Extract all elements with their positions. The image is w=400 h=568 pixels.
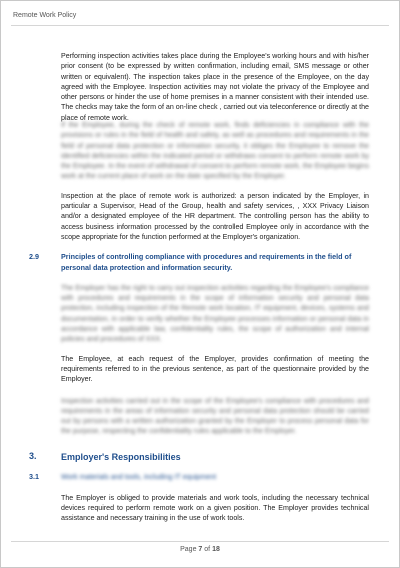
running-header: Remote Work Policy (13, 12, 77, 19)
section-2-9-heading (29, 252, 369, 273)
section-3-1-heading (29, 471, 369, 482)
section-title: Employer's Responsibilities (61, 451, 181, 462)
blurred-paragraph-authorized-persons: Inspection activities carried out in the scope of the Employee's compliance with procedures and requirements in the areas of information security and personal data protection should be carried out by persons with a written authorization granted by the Employer to process personal data for the purpose, respecting the confidentiality rules applicable to the Employer. (61, 396, 369, 436)
page-content (29, 51, 369, 524)
paragraph-inspection-consent: Performing inspection activities takes place during the Employee's working hours and with his/her prior consent (to be expressed by written confirmation, including email, SMS message or other written or equivalent). The inspection takes place in the presence of the Employee, on the day agreed with the Employee. Inspection activities may not violate the privacy of the Employee and other persons or hinder the use of home premises in a manner consistent with their intended use. The checks may take the form of an on-line check , carried out via teleconference or directly at the place of remote work. (61, 52, 369, 122)
blurred-paragraph-controlling-rights: The Employer has the right to carry out inspection activities regarding the Employee's compliance with procedures and requirements in the scope of information security and personal data protection, including inspection of the Remote work location, IT equipment, devices, systems and documentation, in order to verify whether the Employee processes information or personal data in accordance with applicable law, confidentiality rules, the scope of authorization and internal policies and procedures of XXX. (61, 283, 369, 344)
paragraph-inspection-consent-wrapper (61, 51, 369, 122)
section-number: 3. (29, 450, 37, 461)
page-number: 7 (198, 546, 203, 553)
section-title: Principles of controlling compliance with procedures and requirements in the field of personal data protection and information security. (61, 252, 352, 272)
section-number: 2.9 (29, 252, 39, 262)
section-number: 3.1 (29, 471, 39, 481)
footer-divider (11, 541, 389, 542)
of-label: of (204, 546, 211, 553)
paragraph-inspection-authorized: Inspection at the place of remote work is authorized: a person indicated by the Employer, in particular a Supervisor, Head of the Group, health and safety services, , XXX Privacy Liaison and/or a designated employee of the HR department. The controlling person has the ability to access business information processed by the controlled Employee only in accordance with the scope appropriate for the function performed at the Employer's organization. (61, 191, 369, 241)
page-label: Page (180, 546, 197, 553)
section-title: Work materials and tools, including IT equipment (61, 471, 217, 481)
paragraph-employee-confirmation: The Employee, at each request of the Employer, provides confirmation of meeting the requirements referred to in the previous sentence, as part of the questionnaire provided by the Employer. (61, 354, 369, 384)
paragraph-employer-tools: The Employer is obliged to provide materials and work tools, including the necessary technical devices required to perform remote work on a given position. The Employer provides technical assistance and necessary training in the use of work tools. (61, 493, 369, 523)
page-footer (1, 546, 399, 553)
header-divider (11, 25, 389, 26)
blurred-paragraph-deficiencies: If the Employee, during the check of remote work, finds deficiencies in compliance with the provisions or rules in the field of health and safety, as well as procedures and requirements in the field of personal data protection or information security, it obliges the Employee to remove the identified deficiencies within the indicated period or withdraws consent to perform remote work by the Employee. In the event of withdrawal of consent to perform remote work, the Employee begins work at the current place of work on the date specified by the Employer. (61, 121, 369, 181)
page-total: 18 (212, 546, 220, 553)
section-3-heading (29, 450, 369, 463)
